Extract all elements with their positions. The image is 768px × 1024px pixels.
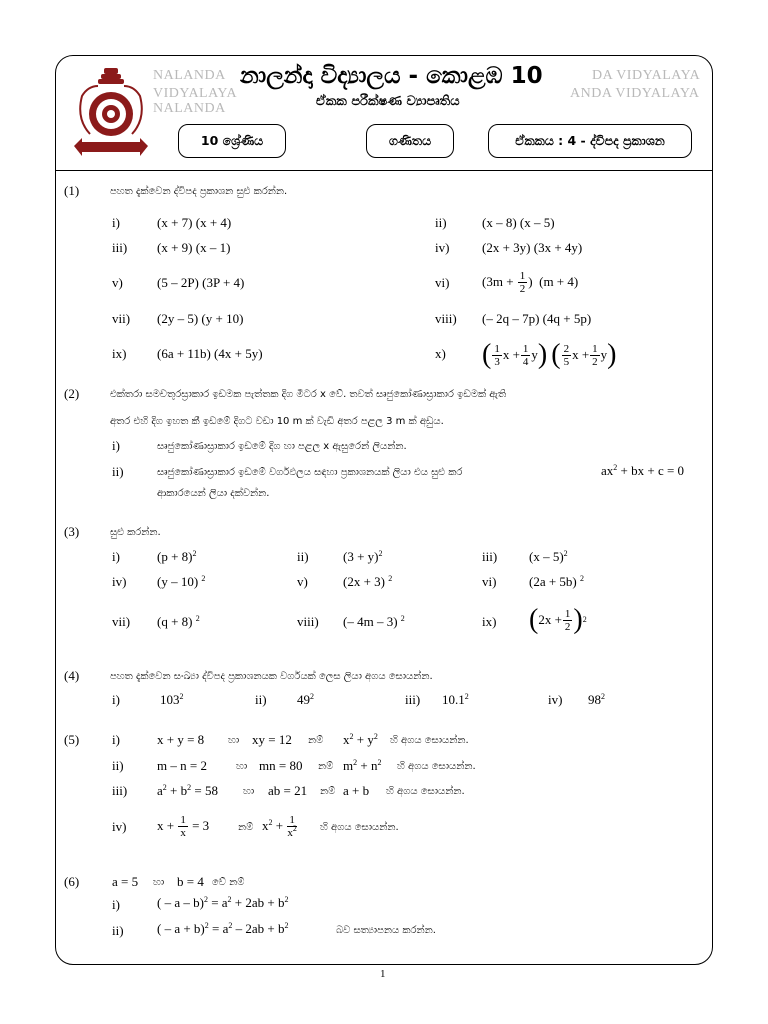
watermark-left-2: VIDYALAYA: [153, 86, 238, 101]
subject-box: ගණිතය: [366, 124, 454, 158]
q5-number: (5): [64, 732, 80, 747]
q5-nam: නම්: [308, 735, 324, 746]
q1-label: i): [112, 215, 120, 230]
watermark-left-3: NALANDA: [153, 101, 226, 116]
fraction: $\frac{1}{2}$: [519, 269, 526, 295]
q1-label: x): [435, 346, 446, 361]
q1-expr-vi: (3m + $\frac{1}{2}$ ) (m + 4): [482, 269, 579, 295]
q2-sub2-label: ii): [112, 464, 124, 479]
q5-condition-2: m – n = 2: [157, 758, 207, 773]
q1-expr: (2y – 5) (y + 10): [157, 311, 244, 326]
q4-expr: 10.1$^2$: [442, 692, 469, 707]
q2-sub1-text: සෘජුකෝණාස්‍රාකාර ඉඩමේ දිග හා පළල x ඇසුරෙන් ලියන්න.: [157, 441, 407, 452]
q5-ha: හා: [236, 761, 248, 772]
q1-instruction: පහත දැක්වෙන ද්විපද ප්‍රකාශන සුළු කරන්න.: [110, 186, 288, 197]
q4-label: i): [112, 692, 120, 707]
q3-expr: (y – 10) $^2$: [157, 574, 206, 589]
school-name: නාලන්දා විද්‍යාලය - කොළඹ 10: [240, 63, 543, 89]
q4-number: (4): [64, 668, 80, 683]
q1-expr: (x + 7) (x + 4): [157, 215, 232, 230]
q2-sub2-text: සෘජුකෝණාස්‍රාකාර ඉඩමේ වර්ගඵලය සඳහා ප්‍රකාශනයක් ලියා එය සුළු කර: [157, 467, 463, 478]
q6-label: i): [112, 897, 120, 912]
q1-label: viii): [435, 311, 457, 326]
q5-find: හි අගය සොයන්න.: [397, 761, 476, 772]
q4-instruction: පහත දැක්වෙන සංඛ්‍යා ද්විපද ප්‍රකාශනයක වර්ගයක් ලෙස ලියා අගය සොයන්න.: [110, 671, 433, 682]
q5-label: iv): [112, 819, 127, 834]
q3-expr: (x – 5)$^2$: [529, 549, 568, 564]
q3-expr: (2x + 3) $^2$: [343, 574, 393, 589]
q3-expr-ix: ( 2x + $\frac{1}{2}$ ) 2: [529, 604, 587, 635]
q4-expr: $98^2$: [588, 692, 605, 707]
q3-label: vi): [482, 574, 497, 589]
watermark-right-1: DA VIDYALAYA: [592, 68, 701, 83]
q3-number: (3): [64, 524, 80, 539]
test-series-title: ඒකක පරීක්ෂණ ව්‍යාපෘතිය: [316, 94, 460, 109]
q5-condition-3: $a^2 + b^2 = 58$: [157, 783, 218, 798]
q6-identity-1: ( – $a - b)^2 = a^2 + 2ab + b^2$: [157, 895, 289, 910]
q5-target-2: $m^2 + n^2$: [343, 758, 382, 773]
q5-nam: නම්: [320, 786, 336, 797]
q5-condition-1b: xy = 12: [252, 732, 292, 747]
q3-label: ix): [482, 614, 497, 629]
q2-sub2-equation: $ax^2$ + bx + c = 0: [601, 463, 685, 478]
q1-expr: (x – 8) (x – 5): [482, 215, 555, 230]
q6-given-a: a = 5: [112, 874, 139, 889]
header-divider: [55, 170, 713, 171]
q3-expr: (q + 8) $^2$: [157, 614, 200, 629]
q5-condition-1: x + y = 8: [157, 732, 205, 747]
q5-label: iii): [112, 783, 128, 798]
q6-ha: හා: [153, 877, 165, 888]
q1-label: iv): [435, 240, 450, 255]
unit-box: ඒකකය : 4 - ද්විපද ප්‍රකාශන: [488, 124, 692, 158]
q5-find: හි අගය සොයන්න.: [386, 786, 465, 797]
q5-target-3: a + b: [343, 783, 370, 798]
q3-label: v): [297, 574, 308, 589]
q6-given-b: b = 4: [177, 874, 204, 889]
grade-box: 10 ශ්‍රේණිය: [178, 124, 286, 158]
page-number: 1: [380, 968, 386, 980]
school-crest-logo: [70, 64, 152, 160]
q1-expr: (5 – 2P) (3P + 4): [157, 275, 245, 290]
q3-expr: $(3 + y)^2$: [343, 549, 383, 564]
q6-label: ii): [112, 923, 124, 938]
q2-sub1-label: i): [112, 438, 120, 453]
q3-expr: (– 4m – 3) $^2$: [343, 614, 405, 629]
q3-label: iv): [112, 574, 127, 589]
q5-condition-4: x + $\frac{1}{x}$ = 3: [157, 813, 210, 839]
q2-text-line2: අතර එහි දිග ඉහත කී ඉඩමේ දිගට වඩා 10 m ක් වැඩි අතර පළල 3 m ක් අඩුය.: [110, 416, 444, 427]
q5-target-4: $x^2$ + $\frac{1}{x^2}$: [262, 813, 297, 839]
q1-label: iii): [112, 240, 128, 255]
q5-ha: හා: [228, 735, 240, 746]
q5-label: ii): [112, 758, 124, 773]
watermark-right-2: ANDA VIDYALAYA: [570, 86, 700, 101]
q5-label: i): [112, 732, 120, 747]
q1-expr: (6a + 11b) (4x + 5y): [157, 346, 263, 361]
watermark-left-1: NALANDA: [153, 68, 226, 83]
q5-nam: නම්: [238, 822, 254, 833]
q2-text-line1: එක්තරා සමචතුරස්‍රාකාර ඉඩමක පැත්තක දිග මීටර x වේ. තවත් සෘජුකෝණාස්‍රාකාර ඉඩමක් ඇති: [110, 389, 507, 400]
q6-condition-word: වේ නම්: [212, 877, 245, 888]
q1-number: (1): [64, 183, 80, 198]
q5-ha: හා: [243, 786, 255, 797]
q5-target-1: $x^2 + y^2$: [343, 732, 378, 747]
q3-expr: $(p + 8)^2$: [157, 549, 197, 564]
q6-verify-text: බව සත්‍යාපනය කරන්න.: [336, 925, 436, 936]
q2-sub2-text-2: ආකාරයෙන් ලියා දක්වන්න.: [157, 488, 270, 499]
q1-label: v): [112, 275, 123, 290]
q1-expr-x: ( $\frac{1}{3}$ x + $\frac{1}{4}$ y ) ( $\frac{2}{5}$ x + $\frac{1}{2}$ y ): [482, 339, 617, 370]
q3-label: ii): [297, 549, 309, 564]
q3-label: viii): [297, 614, 319, 629]
q6-identity-2: ( – $a + b)^2 = a^2 - 2ab + b^2$: [157, 921, 289, 936]
q1-expr: (– 2q – 7p) (4q + 5p): [482, 311, 592, 326]
q1-label: vi): [435, 275, 450, 290]
q3-label: vii): [112, 614, 131, 629]
q5-find: හි අගය සොයන්න.: [320, 822, 399, 833]
q2-number: (2): [64, 386, 80, 401]
q5-condition-2b: mn = 80: [259, 758, 303, 773]
q4-expr: $49^2$: [297, 692, 314, 707]
q1-expr: (2x + 3y) (3x + 4y): [482, 240, 583, 255]
q5-nam: නම්: [318, 761, 334, 772]
q3-label: iii): [482, 549, 498, 564]
q4-expr: $103^2$: [160, 692, 184, 707]
q1-expr: (x + 9) (x – 1): [157, 240, 231, 255]
q1-label: ii): [435, 215, 447, 230]
q3-expr: (2a + 5b) $^2$: [529, 574, 585, 589]
q4-label: iv): [548, 692, 563, 707]
q6-number: (6): [64, 874, 80, 889]
q5-find: හි අගය සොයන්න.: [390, 735, 469, 746]
q4-label: iii): [405, 692, 421, 707]
q4-label: ii): [255, 692, 267, 707]
q3-label: i): [112, 549, 120, 564]
q3-instruction: සුළු කරන්න.: [110, 527, 161, 538]
q5-condition-3b: ab = 21: [268, 783, 308, 798]
q1-label: ix): [112, 346, 127, 361]
q1-label: vii): [112, 311, 131, 326]
